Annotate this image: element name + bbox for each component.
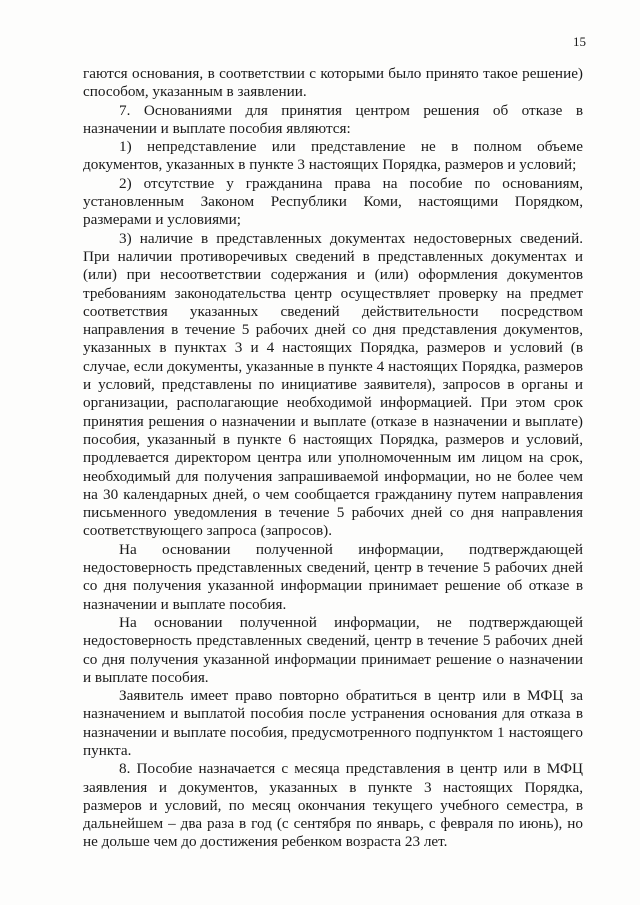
paragraph-continuation: гаются основания, в соответствии с которыми было принято такое решение) способом, указанным в заявлении. bbox=[83, 65, 583, 101]
paragraph-subitem-2: 2) отсутствие у гражданина права на пособие по основаниям, установленным Законом Республики Коми, настоящими Порядком, размерами и условиями; bbox=[83, 174, 583, 229]
paragraph-refusal-basis: На основании полученной информации, подтверждающей недостоверность представленных сведений, центр в течение 5 рабочих дней со дня получения указанной информации принимает решение об отказе в назначении и выплате пособия. bbox=[83, 540, 583, 613]
paragraph-reapply-right: Заявитель имеет право повторно обратиться в центр или в МФЦ за назначением и выплатой пособия после устранения основания для отказа в назначении и выплате пособия, предусмотренного подпунктом 1 настоящего пункта. bbox=[83, 687, 583, 759]
paragraph-item-7: 7. Основаниями для принятия центром решения об отказе в назначении и выплате пособия являются: bbox=[83, 101, 583, 137]
paragraph-subitem-3: 3) наличие в представленных документах недостоверных сведений. При наличии противоречивых сведений в представленных документах и (или) при несоответствии содержания и (или) оформления документов требованиям законодательства центр осуществляет проверку на предмет соответствия указанных сведений действительности посредством направления в течение 5 рабочих дней со дня представления документов, указанных в пунктах 3 и 4 настоящих Порядка, размеров и условий (в случае, если документы, указанные в пункте 4 настоящих Порядка, размеров и условий, представлены по инициативе заявителя), запросов в органы и организации, располагающие необходимой информацией. При этом срок принятия решения о назначении и выплате (отказе в назначении и выплате) пособия, указанный в пункте 6 настоящих Порядка, размеров и условий, продлевается директором центра или уполномоченным им лицом на срок, необходимый для получения запрашиваемой информации, но не более чем на 30 календарных дней, о чем сообщается гражданину путем направления письменного уведомления в течение 5 рабочих дней со дня направления соответствующего запроса (запросов). bbox=[83, 229, 583, 540]
paragraph-subitem-1: 1) непредставление или представление не в полном объеме документов, указанных в пункте 3 настоящих Порядка, размеров и условий; bbox=[83, 138, 583, 174]
page-number: 15 bbox=[573, 34, 586, 49]
document-body bbox=[83, 65, 583, 852]
paragraph-item-8: 8. Пособие назначается с месяца представления в центр или в МФЦ заявления и документов, указанных в пункте 3 настоящих Порядка, размеров и условий, по месяц окончания текущего учебного семестра, в дальнейшем – два раза в год (с сентября по январь, с февраля по июнь), но не дольше чем до достижения ребенком возраста 23 лет. bbox=[83, 760, 583, 851]
paragraph-approval-basis: На основании полученной информации, не подтверждающей недостоверность представленных сведений, центр в течение 5 рабочих дней со дня получения указанной информации принимает решение о назначении и выплате пособия. bbox=[83, 613, 583, 686]
